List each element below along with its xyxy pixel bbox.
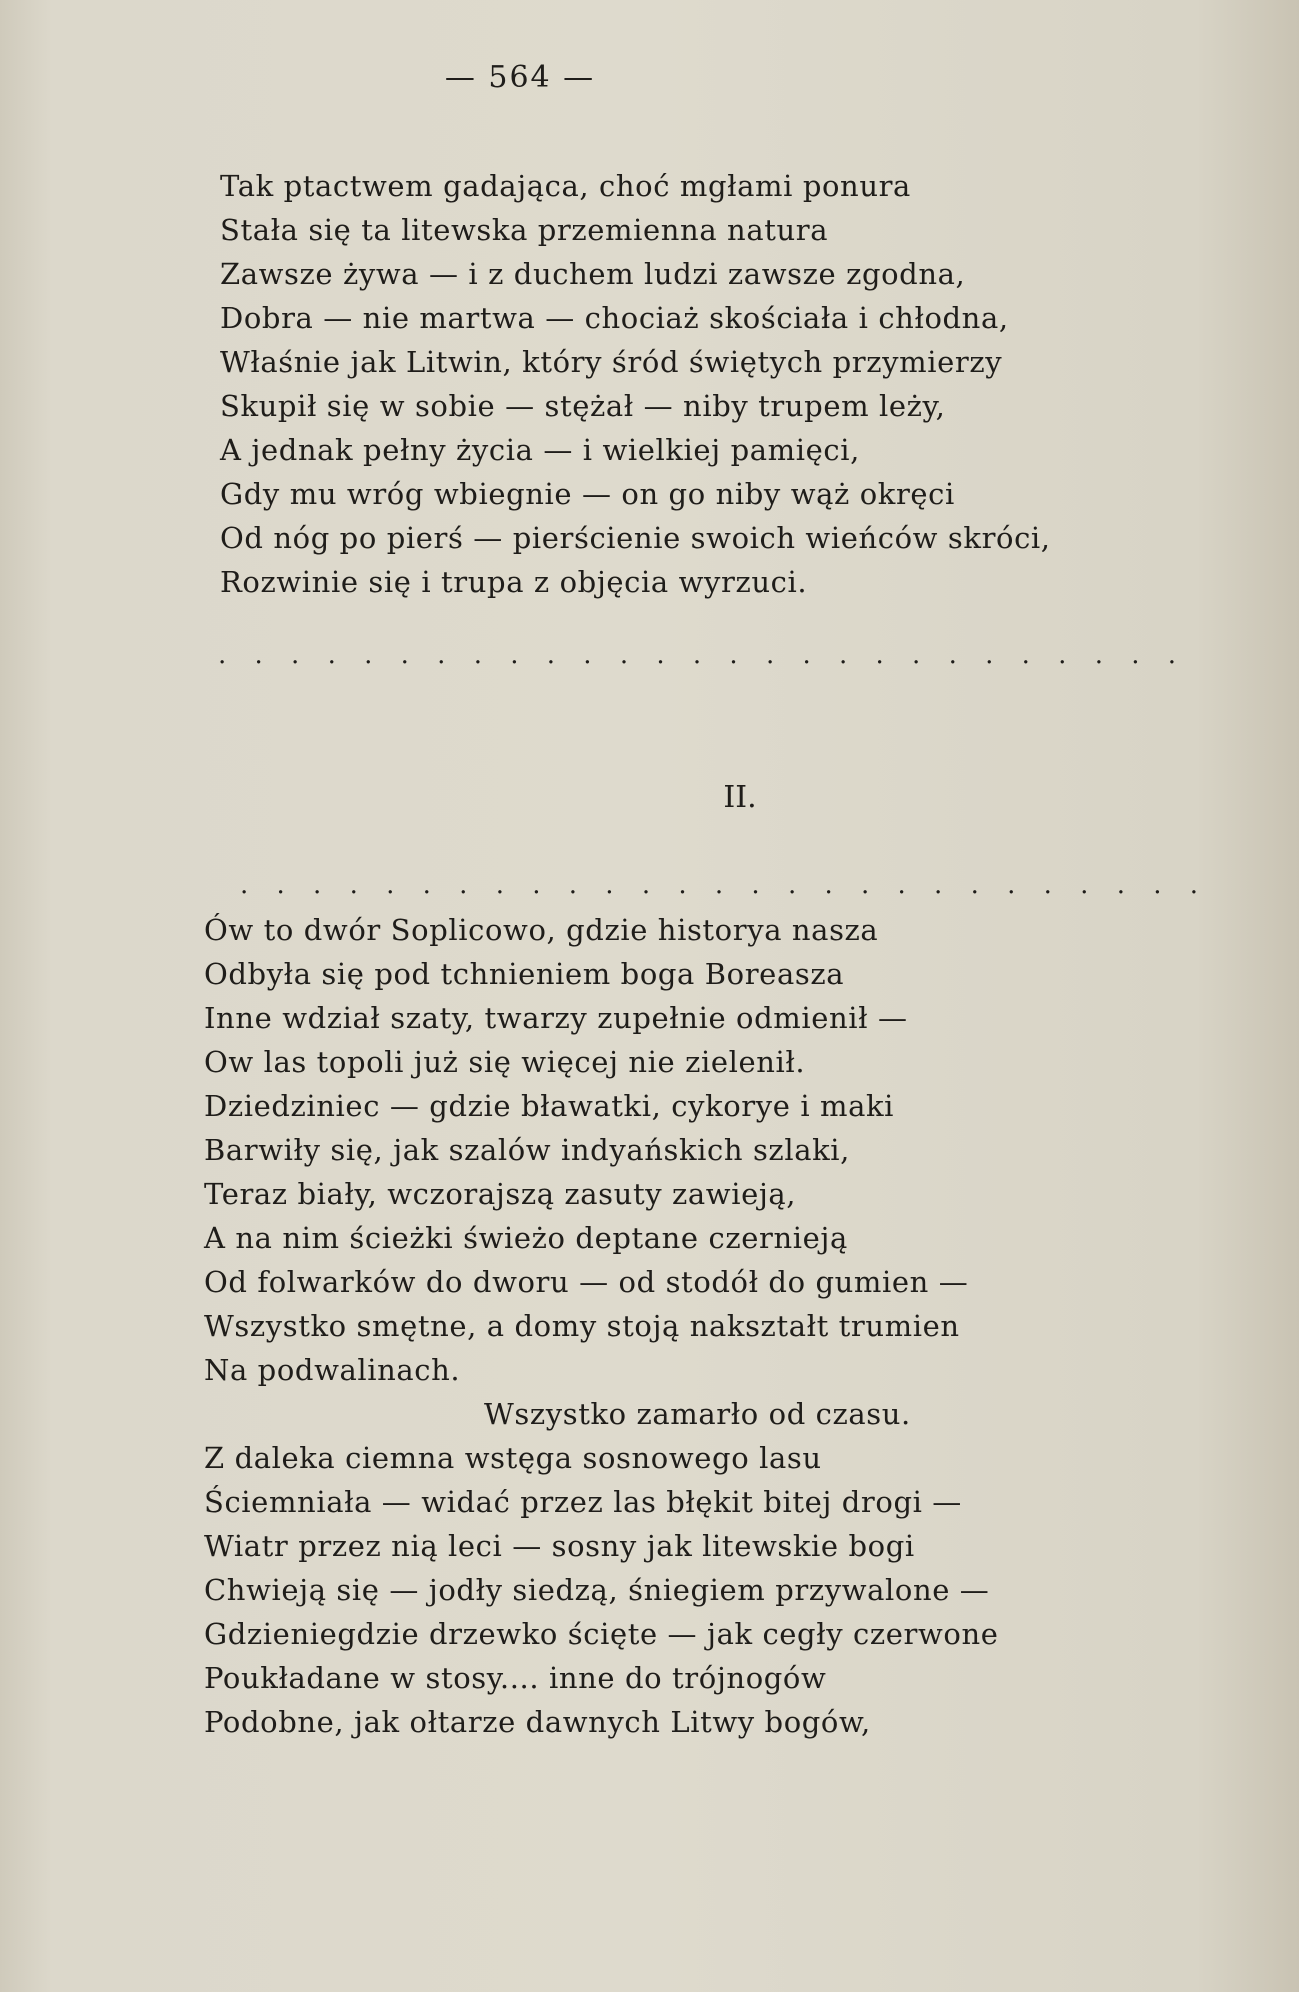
verse-line: Podobne, jak ołtarze dawnych Litwy bogów, [204, 1705, 871, 1739]
verse-line: Właśnie jak Litwin, który śród świętych przymierzy [220, 345, 1003, 379]
verse-line: Skupił się w sobie — stężał — niby trupem leży, [220, 389, 946, 423]
verse-line: A jednak pełny życia — i wielkiej pamięci, [220, 433, 860, 467]
verse-line: Chwieją się — jodły siedzą, śniegiem przywalone — [204, 1573, 990, 1607]
dotted-separator: . . . . . . . . . . . . . . . . . . . . . . . . . . . [218, 640, 1187, 670]
stanza-1 [220, 164, 1220, 604]
verse-line: Teraz biały, wczorajszą zasuty zawieją, [204, 1177, 797, 1211]
dotted-separator: . . . . . . . . . . . . . . . . . . . . . . . . . . . [240, 870, 1209, 900]
verse-line: Zawsze żywa — i z duchem ludzi zawsze zgodna, [220, 257, 966, 291]
section-number: II. [723, 780, 757, 815]
verse-line: Stała się ta litewska przemienna natura [220, 213, 829, 247]
verse-line: Dobra — nie martwa — chociaż skościała i chłodna, [220, 301, 1009, 335]
verse-line: Dziedziniec — gdzie bławatki, cykorye i maki [204, 1089, 895, 1123]
verse-line: Inne wdział szaty, twarzy zupełnie odmienił — [204, 1001, 908, 1035]
verse-line: Wszystko zamarło od czasu. [484, 1397, 911, 1431]
verse-line: A na nim ścieżki świeżo deptane czernieją [204, 1221, 848, 1255]
verse-line: Ściemniała — widać przez las błękit bitej drogi — [204, 1485, 962, 1519]
verse-line: Od folwarków do dworu — od stodół do gumien — [204, 1265, 969, 1299]
verse-line: Od nóg po pierś — pierścienie swoich wieńców skróci, [220, 521, 1051, 555]
verse-line: Wszystko smętne, a domy stoją nakształt trumien [204, 1309, 960, 1343]
verse-line: Ów to dwór Soplicowo, gdzie historya nasza [204, 913, 879, 947]
verse-line: Rozwinie się i trupa z objęcia wyrzuci. [220, 565, 808, 599]
page-number: — 564 — [444, 60, 596, 95]
verse-line: Tak ptactwem gadająca, choć mgłami ponura [220, 169, 911, 203]
verse-line: Gdzieniegdzie drzewko ścięte — jak cegły czerwone [204, 1617, 999, 1651]
verse-line: Na podwalinach. [204, 1353, 461, 1387]
verse-line: Barwiły się, jak szalów indyańskich szlaki, [204, 1133, 850, 1167]
verse-line: Z daleka ciemna wstęga sosnowego lasu [204, 1441, 822, 1475]
stanza-2 [204, 908, 1204, 1744]
verse-line: Odbyła się pod tchnieniem boga Boreasza [204, 957, 845, 991]
verse-line: Ow las topoli już się więcej nie zielenił. [204, 1045, 806, 1079]
verse-line: Wiatr przez nią leci — sosny jak litewskie bogi [204, 1529, 915, 1563]
verse-line: Gdy mu wróg wbiegnie — on go niby wąż okręci [220, 477, 955, 511]
verse-line: Poukładane w stosy.... inne do trójnogów [204, 1661, 827, 1695]
